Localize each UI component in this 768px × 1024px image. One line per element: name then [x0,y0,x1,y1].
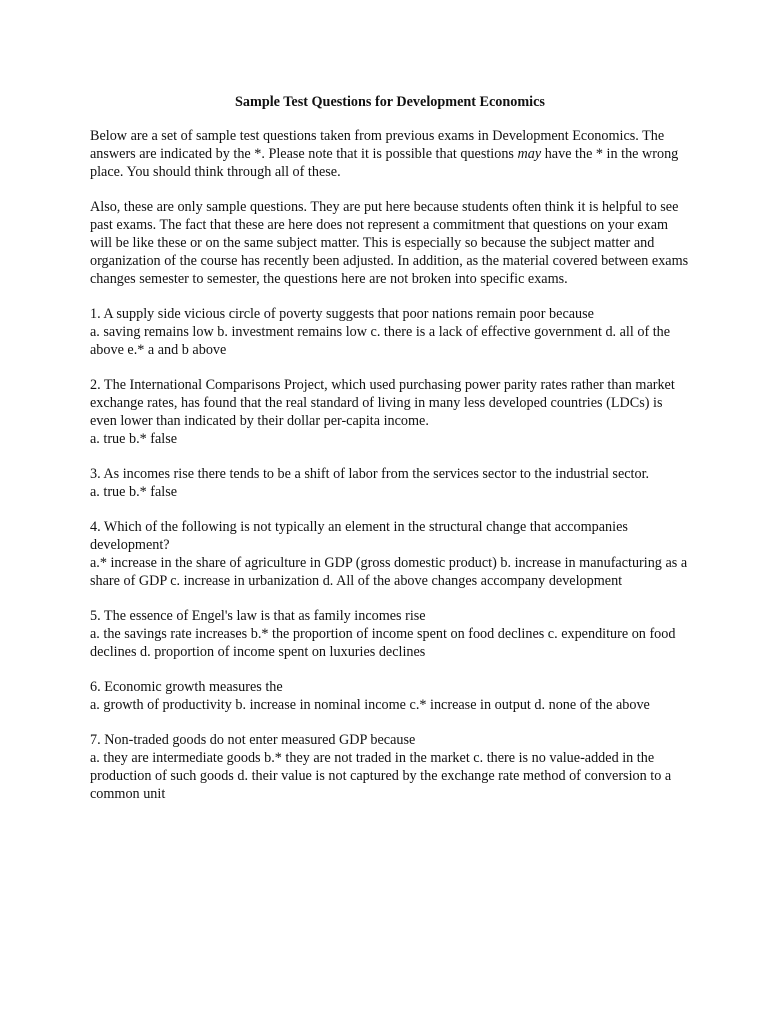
intro-paragraph-1 [90,127,690,181]
answer-options: a. true b.* false [90,484,178,500]
question-item [90,731,690,803]
question-text: 1. A supply side vicious circle of poverty suggests that poor nations remain poor because [90,306,594,322]
answer-options: a. growth of productivity b. increase in nominal income c.* increase in output d. none of the above [90,697,650,713]
question-item [90,607,690,661]
document-page [90,93,690,820]
intro-p1-text-start: Below are a set of sample test questions taken from previous exams in Development Economics. The answers are indicated by the *. Please note that it is possible that questions [90,128,665,162]
question-text: 5. The essence of Engel's law is that as family incomes rise [90,608,426,624]
answer-options: a. they are intermediate goods b.* they are not traded in the market c. there is no value-added in the production of such goods d. their value is not captured by the exchange rate method of conversion to a common unit [90,750,672,802]
intro-paragraph-2: Also, these are only sample questions. They are put here because students often think it is helpful to see past exams. The fact that these are here does not represent a commitment that questions on your exam will be like these or on the same subject matter. This is especially so because the subject matter and organization of the course has recently been adjusted. In addition, as the material covered between exams changes semester to semester, the questions here are not broken into specific exams. [90,199,689,287]
question-item [90,376,690,448]
intro-p1-text-end: have the * in the wrong place. You should think through all of these. [90,146,679,180]
question-text: 7. Non-traded goods do not enter measured GDP because [90,732,416,748]
question-text: 6. Economic growth measures the [90,679,283,695]
answer-options: a. the savings rate increases b.* the proportion of income spent on food declines c. expenditure on food declines d. proportion of income spent on luxuries declines [90,626,676,660]
question-item [90,305,690,359]
question-item [90,465,690,501]
question-text: 4. Which of the following is not typically an element in the structural change that accompanies development? [90,519,628,553]
question-text: 3. As incomes rise there tends to be a shift of labor from the services sector to the industrial sector. [90,466,650,482]
question-item [90,518,690,590]
question-text: 2. The International Comparisons Project, which used purchasing power parity rates rather than market exchange rates, has found that the real standard of living in many less developed countries (LDCs) is even lower than indicated by their dollar per-capita income. [90,377,675,429]
answer-options: a. true b.* false [90,431,178,447]
document-title: Sample Test Questions for Development Economics [235,94,545,110]
question-item [90,678,690,714]
intro-p1-emphasis: may [517,146,542,162]
answer-options: a. saving remains low b. investment remains low c. there is a lack of effective government d. all of the above e.* a and b above [90,324,671,358]
answer-options: a.* increase in the share of agriculture in GDP (gross domestic product) b. increase in manufacturing as a share of GDP c. increase in urbanization d. All of the above changes accompany development [90,555,688,589]
